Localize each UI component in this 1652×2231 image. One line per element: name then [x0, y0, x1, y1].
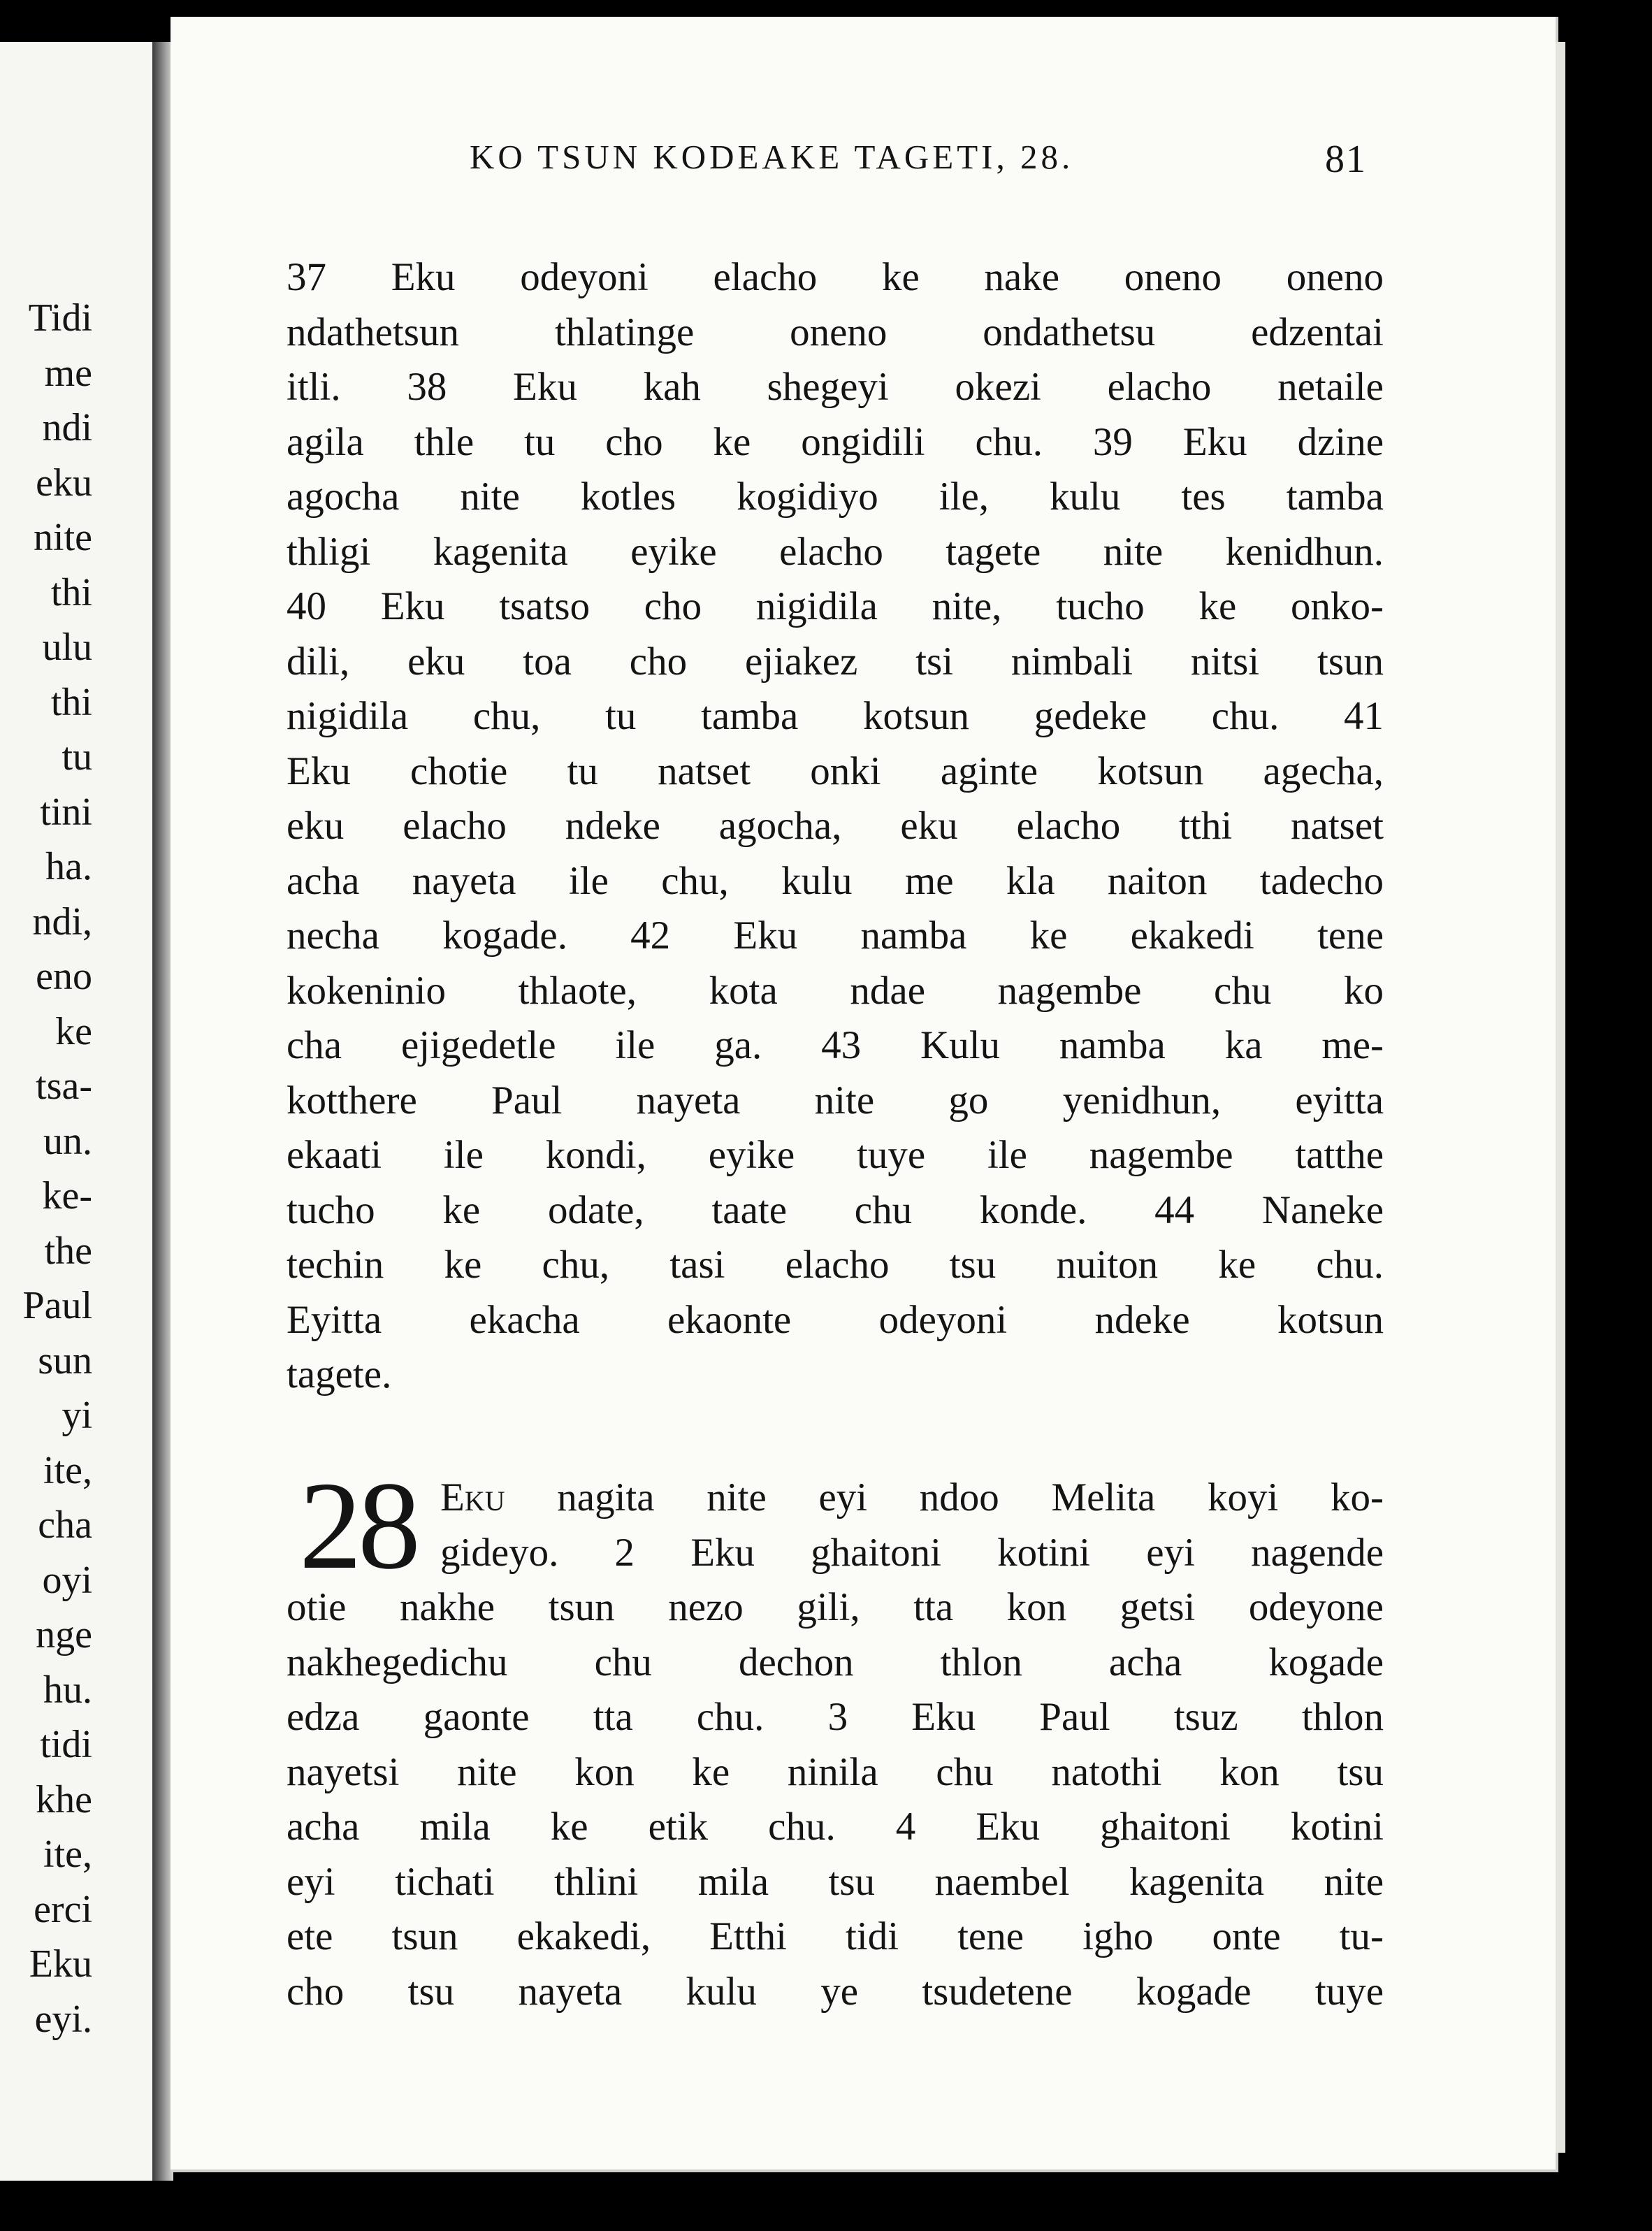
text-line: eyi tichati thlini mila tsu naembel kagenita nite [287, 1859, 1384, 1904]
chapter-opening-line [287, 1471, 1384, 1526]
text-line: dili, eku toa cho ejiakez tsi nimbali nitsi tsun [287, 639, 1384, 684]
text-fragment: nge [36, 1613, 92, 1656]
text-fragment: ite, [43, 1833, 92, 1876]
text-line: edza gaonte tta chu. 3 Eku Paul tsuz thlon [287, 1695, 1384, 1739]
text-fragment: un. [43, 1119, 92, 1163]
text-line: cha ejigedetle ile ga. 43 Kulu namba ka me- [287, 1023, 1384, 1067]
text-fragment: cha [38, 1503, 92, 1547]
facing-page [0, 42, 157, 2181]
text-fragment: thi [50, 570, 92, 614]
text-line: agila thle tu cho ke ongidili chu. 39 Eku dzine [287, 419, 1384, 464]
text-fragment: tsa- [36, 1064, 92, 1108]
text-line: 40 Eku tsatso cho nigidila nite, tucho ke onko- [287, 584, 1384, 628]
text-fragment: eku [36, 461, 92, 505]
text-line: techin ke chu, tasi elacho tsu nuiton ke chu. [287, 1243, 1384, 1287]
text-line: gideyo. 2 Eku ghaitoni kotini eyi nagende [440, 1530, 1384, 1575]
text-line: acha mila ke etik chu. 4 Eku ghaitoni kotini [287, 1805, 1384, 1849]
text-line: eku elacho ndeke agocha, eku elacho tthi natset [287, 804, 1384, 848]
text-fragment: sun [38, 1338, 92, 1382]
text-fragment: oyi [42, 1558, 92, 1602]
text-line: ekaati ile kondi, eyike tuye ile nagembe tatthe [287, 1133, 1384, 1177]
text-fragment: ha. [45, 845, 92, 888]
text-line: 37 Eku odeyoni elacho ke nake oneno oneno [287, 255, 1384, 299]
text-fragment: the [44, 1229, 92, 1273]
text-fragment: hu. [43, 1668, 92, 1712]
text-line: tagete. [287, 1352, 392, 1396]
text-line: kokeninio thlaote, kota ndae nagembe chu ko [287, 968, 1384, 1013]
text-line: agocha nite kotles kogidiyo ile, kulu tes tamba [287, 475, 1384, 519]
text-line: otie nakhe tsun nezo gili, tta kon getsi odeyone [287, 1585, 1384, 1629]
text-line: necha kogade. 42 Eku namba ke ekakedi tene [287, 914, 1384, 958]
text-line: ndathetsun thlatinge oneno ondathetsu edzentai [287, 310, 1384, 354]
text-fragment: khe [36, 1777, 92, 1821]
text-fragment: ndi, [32, 900, 92, 944]
text-line: ete tsun ekakedi, Etthi tidi tene igho onte tu- [287, 1914, 1384, 1958]
text-fragment: ke- [42, 1174, 92, 1218]
text-fragment: ulu [42, 626, 92, 669]
text-fragment: ite, [43, 1448, 92, 1492]
text-line: Eyitta ekacha ekaonte odeyoni ndeke kotsun [287, 1297, 1384, 1342]
running-title: KO TSUN KODEAKE TAGETI, 28. [470, 138, 1074, 176]
text-line: kotthere Paul nayeta nite go yenidhun, eyitta [287, 1078, 1384, 1122]
text-line: nakhegedichu chu dechon thlon acha kogade [287, 1640, 1384, 1684]
text-line: Eku chotie tu natset onki aginte kotsun agecha, [287, 749, 1384, 793]
text-fragment: eno [36, 955, 92, 998]
text-fragment: tu [61, 735, 92, 779]
facing-page-text [22, 291, 92, 2046]
text-fragment: yi [61, 1394, 92, 1437]
text-fragment: tidi [40, 1723, 92, 1766]
page-number: 81 [1325, 138, 1367, 181]
text-fragment: tini [40, 790, 92, 834]
text-line: acha nayeta ile chu, kulu me kla naiton tadecho [287, 858, 1384, 903]
body-text [287, 250, 1384, 1403]
chapter-number: 28 [299, 1456, 416, 1595]
text-fragment: Paul [22, 1284, 92, 1327]
text-fragment: eyi. [34, 1997, 92, 2041]
text-line: nagita nite eyi ndoo Melita koyi ko- [557, 1475, 1384, 1519]
text-fragment: thi [50, 680, 92, 724]
text-fragment: Tidi [28, 296, 92, 340]
text-line: itli. 38 Eku kah shegeyi okezi elacho netaile [287, 365, 1384, 409]
text-fragment: ke [55, 1009, 92, 1053]
page-edge [1556, 42, 1565, 2153]
text-fragment: me [44, 351, 92, 395]
text-line: nigidila chu, tu tamba kotsun gedeke chu. 41 [287, 694, 1384, 738]
text-fragment: ndi [42, 406, 92, 449]
text-line: cho tsu nayeta kulu ye tsudetene kogade tuye [287, 1969, 1384, 2014]
text-line: tucho ke odate, taate chu konde. 44 Naneke [287, 1187, 1384, 1232]
text-line: nayetsi nite kon ke ninila chu natothi kon tsu [287, 1749, 1384, 1794]
chapter-28 [287, 1456, 1384, 2019]
text-fragment: Eku [29, 1942, 92, 1986]
text-fragment: nite [34, 516, 92, 559]
chapter-first-word: Eku [440, 1475, 505, 1519]
text-fragment: erci [34, 1887, 92, 1931]
text-line: thligi kagenita eyike elacho tagete nite kenidhun. [287, 529, 1384, 574]
